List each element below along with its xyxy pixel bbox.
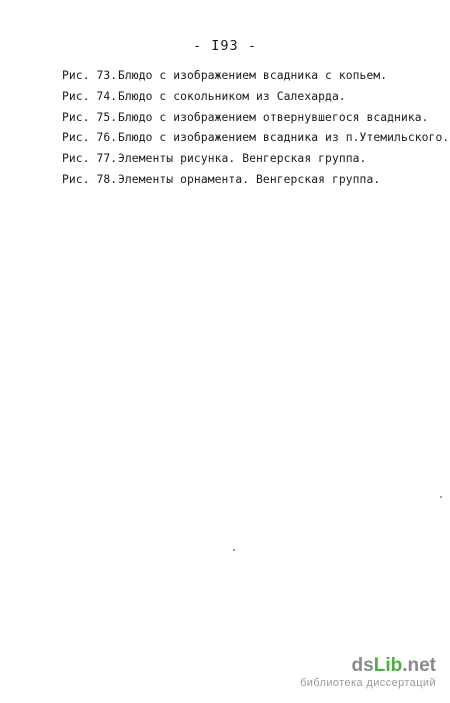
- figure-caption: [62, 108, 442, 129]
- scan-speck: [233, 549, 235, 551]
- dslib-watermark: [300, 655, 436, 689]
- figure-caption: [62, 170, 442, 191]
- figure-caption-number: Рис. 76.: [62, 131, 118, 145]
- dslib-subtitle: библиотека диссертаций: [300, 677, 436, 689]
- figure-caption-text: Блюдо с изображением всадника с копьем.: [118, 69, 388, 82]
- figure-caption-text: Блюдо с сокольником из Салехарда.: [118, 89, 346, 103]
- figure-caption-text: Блюдо с изображением отвернувшегося всадника.: [118, 110, 429, 124]
- figure-caption-number: Рис. 74.: [62, 89, 118, 103]
- figure-caption-text: Блюдо с изображением всадника из п.Утемильского.: [118, 131, 450, 145]
- figure-caption: [62, 87, 442, 108]
- figure-caption-text: Элементы орнамента. Венгерская группа.: [118, 172, 381, 186]
- figure-caption-number: Рис. 78.: [62, 172, 118, 186]
- page-number: - I93 -: [193, 38, 257, 54]
- figure-caption: [62, 128, 450, 149]
- figure-caption-number: Рис. 75.: [62, 110, 118, 124]
- figure-caption-text: Элементы рисунка. Венгерская группа.: [118, 152, 367, 166]
- figure-caption: [62, 149, 442, 170]
- dslib-logo: dsLib.net: [351, 655, 436, 676]
- figure-caption: [62, 66, 442, 87]
- scan-speck: [440, 496, 442, 498]
- figure-caption-number: Рис. 73.: [62, 69, 118, 82]
- figure-caption-list: [62, 66, 450, 191]
- figure-caption-number: Рис. 77.: [62, 152, 118, 166]
